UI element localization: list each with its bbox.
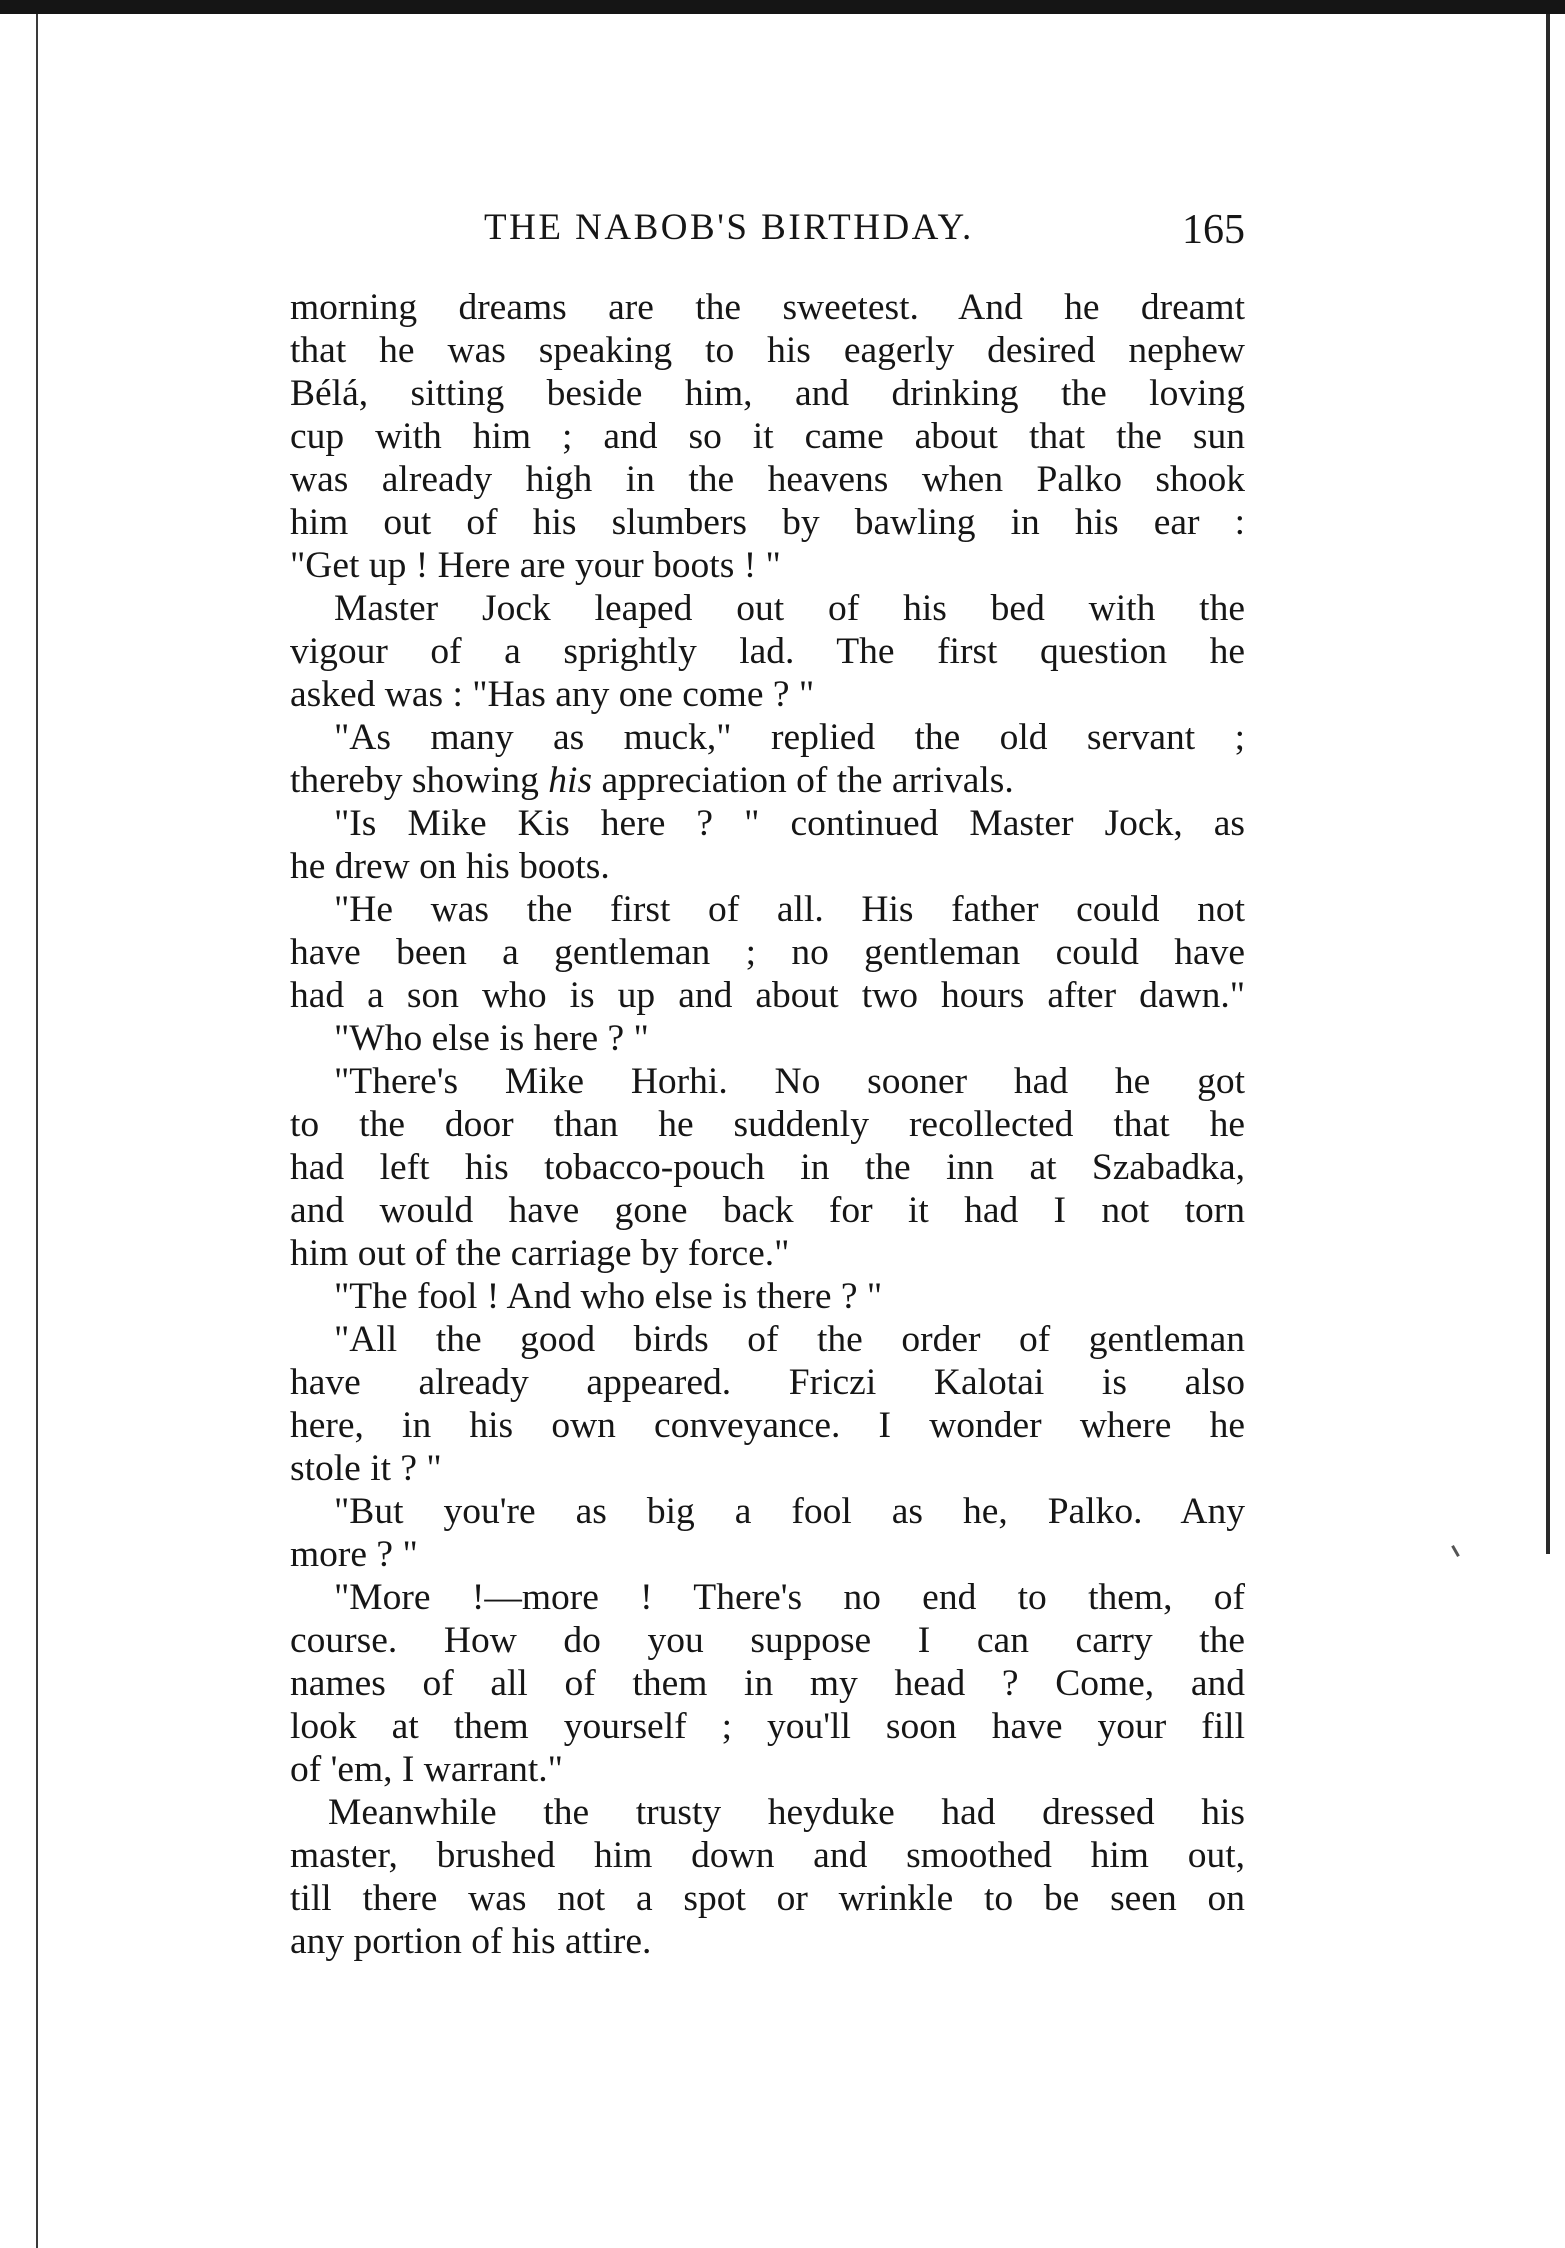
page-number: 165	[1182, 207, 1245, 253]
text-line: to the door than he suddenly recollected that he	[290, 1104, 1245, 1145]
text-line: have been a gentleman ; no gentleman could have	[290, 932, 1245, 973]
text-line: "He was the first of all. His father could not	[334, 889, 1245, 930]
text-line: had left his tobacco-pouch in the inn at Szabadka,	[290, 1147, 1245, 1188]
text-line: and would have gone back for it had I not torn	[290, 1190, 1245, 1231]
text-line: was already high in the heavens when Palko shook	[290, 459, 1245, 500]
text-line: master, brushed him down and smoothed him out,	[290, 1835, 1245, 1876]
left-page-edge	[36, 14, 38, 2248]
text-line: vigour of a sprightly lad. The first question he	[290, 631, 1245, 672]
margin-mark	[1451, 1545, 1460, 1557]
text-line: "Who else is here ? "	[334, 1018, 649, 1059]
text-line: cup with him ; and so it came about that the sun	[290, 416, 1245, 457]
text-line: course. How do you suppose I can carry the	[290, 1620, 1245, 1661]
text-line: that he was speaking to his eagerly desired nephew	[290, 330, 1245, 371]
text-line: till there was not a spot or wrinkle to be seen on	[290, 1878, 1245, 1919]
text-line: of 'em, I warrant."	[290, 1749, 563, 1790]
text-line: "The fool ! And who else is there ? "	[334, 1276, 883, 1317]
text-line: "Is Mike Kis here ? " continued Master Jock, as	[334, 803, 1245, 844]
right-page-edge	[1546, 14, 1550, 1554]
text-line: "All the good birds of the order of gentleman	[334, 1319, 1245, 1360]
text-line: "Get up ! Here are your boots ! "	[290, 545, 781, 586]
text-line: "As many as muck," replied the old servant ;	[334, 717, 1245, 758]
text-line: Meanwhile the trusty heyduke had dressed his	[328, 1792, 1245, 1833]
text-line: he drew on his boots.	[290, 846, 610, 887]
text-line: thereby showing his appreciation of the arrivals.	[290, 760, 1014, 801]
text-line: more ? "	[290, 1534, 418, 1575]
text-line: stole it ? "	[290, 1448, 442, 1489]
text-line: "More !—more ! There's no end to them, of	[334, 1577, 1245, 1618]
text-line: "There's Mike Horhi. No sooner had he got	[334, 1061, 1245, 1102]
top-border-rule	[0, 0, 1565, 14]
text-line: here, in his own conveyance. I wonder where he	[290, 1405, 1245, 1446]
emphasis: his	[548, 760, 593, 801]
running-title: THE NABOB'S BIRTHDAY.	[484, 207, 974, 248]
text-line: him out of the carriage by force."	[290, 1233, 790, 1274]
text-line: Bélá, sitting beside him, and drinking the loving	[290, 373, 1245, 414]
text-line: him out of his slumbers by bawling in his ear :	[290, 502, 1245, 543]
text-line: asked was : "Has any one come ? "	[290, 674, 815, 715]
text-line: had a son who is up and about two hours after dawn."	[290, 975, 1245, 1016]
page-header	[290, 206, 1245, 258]
text-line: morning dreams are the sweetest. And he dreamt	[290, 287, 1245, 328]
text-line: names of all of them in my head ? Come, and	[290, 1663, 1245, 1704]
text-line: have already appeared. Friczi Kalotai is also	[290, 1362, 1245, 1403]
text-line: any portion of his attire.	[290, 1921, 652, 1962]
text-line: Master Jock leaped out of his bed with the	[334, 588, 1245, 629]
text-line: look at them yourself ; you'll soon have your fill	[290, 1706, 1245, 1747]
body-text	[290, 286, 1245, 1963]
text-line: "But you're as big a fool as he, Palko. Any	[334, 1491, 1245, 1532]
